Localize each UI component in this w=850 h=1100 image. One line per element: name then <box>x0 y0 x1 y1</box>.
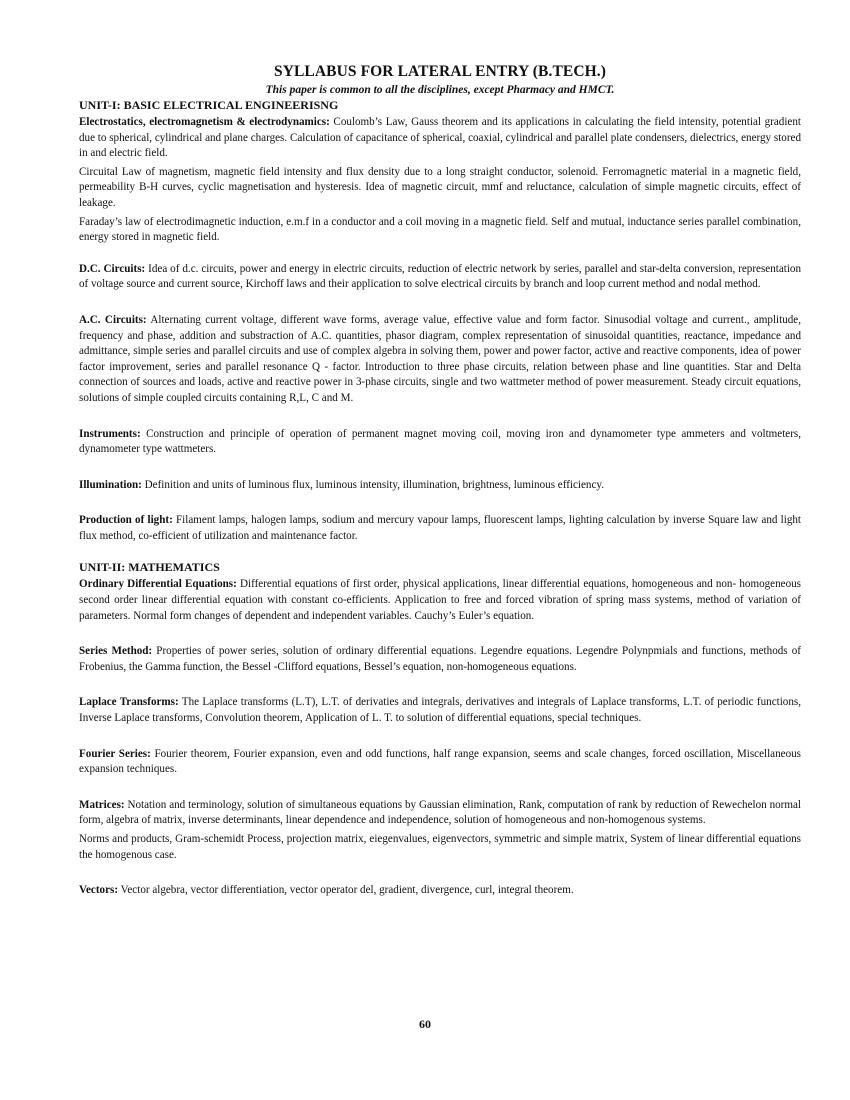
section-text: Faraday’s law of electrodimagnetic induction, e.m.f in a conductor and a coil moving in a magnetic field. Self and mutual, inductance series parallel combination, energy stored in magnetic field. <box>79 215 801 244</box>
vectors-paragraph <box>79 883 801 899</box>
section-text: The Laplace transforms (L.T), L.T. of derivaties and integrals, derivatives and integrals of Laplace transforms, L.T. of periodic functions, Inverse Laplace transforms, Convolution theorem, Application of L. T. to solution of differential equations, special techniques. <box>79 696 801 725</box>
section-text: Idea of d.c. circuits, power and energy in electric circuits, reduction of electric network by series, parallel and star-delta conversion, representation of voltage source and current source, Kirchoff laws and their application to solve electrical circuits by branch and loop current method and nodal method. <box>79 262 802 291</box>
series-method-paragraph <box>79 644 801 675</box>
section-term: Matrices: <box>79 798 125 811</box>
section-text: Differential equations of first order, physical applications, linear differential equations, homogeneous and non- homogeneous second order linear differential equation with constant co-efficients. Application to free and forced vibration of spring mass systems, method of variation of parameters. Normal form changes of dependent and independent variables. Cauchy’s Euler’s equation. <box>79 578 801 622</box>
section-term: Fourier Series: <box>79 747 151 760</box>
illumination-paragraph <box>79 478 801 494</box>
section-term: Illumination: <box>79 478 142 491</box>
faraday-paragraph <box>79 215 801 246</box>
section-text: Properties of power series, solution of ordinary differential equations. Legendre equations. Legendre Polynpmials and functions, methods of Frobenius, the Gamma function, the Bessel -Clifford equations, Bessel’s equation, non-homogeneous equations. <box>79 645 801 673</box>
section-term: A.C. Circuits: <box>79 313 147 326</box>
section-text: Construction and principle of operation of permanent magnet moving coil, moving iron and dynamometer type ammeters and voltmeters, dynamometer type wattmeters. <box>79 427 801 456</box>
unit-2-heading: UNIT-II: MATHEMATICS <box>79 560 220 575</box>
norms-paragraph <box>79 832 801 863</box>
section-text: Fourier theorem, Fourier expansion, even and odd functions, half range expansion, seems and scale changes, forced oscillation, Miscellaneous expansion techniques. <box>79 747 801 776</box>
ode-paragraph <box>79 577 801 624</box>
magnetism-paragraph <box>79 165 801 212</box>
section-term: Laplace Transforms: <box>79 696 179 709</box>
section-term: Production of light: <box>79 514 173 527</box>
section-text: Alternating current voltage, different wave forms, average value, effective value and form factor. Sinusodial voltage and current., amplitude, frequency and phase, addition and substraction of A.C. quantities, phasor diagram, complex representation of sinusoidal quantities, reactance, impedance and admittance, simple series and parallel circuits and use of complex algebra in solving them, power and power factor, active and reactive components, idea of power factor improvement, series and parallel resonance Q - factor. Introduction to three phase circuits, relation between phase and line quantities. Star and Delta connection of sources and loads, active and reactive power in 3-phase circuits, single and two wattmeter method of power measurement. Steady circuit equations, solutions of simple coupled circuits containing R,L, C and M. <box>79 313 802 404</box>
laplace-transforms-paragraph <box>79 695 801 726</box>
section-text: Definition and units of luminous flux, luminous intensity, illumination, brightness, luminous efficiency. <box>141 478 604 491</box>
section-text: Circuital Law of magnetism, magnetic field intensity and flux density due to a long straight conductor, solenoid. Ferromagnetic material in a magnetic field, permeability B-H curves, cyclic magnetisation and hysteresis. Idea of magnetic circuit, mmf and reluctance, calculation of simple magnetic circuits, effect of leakage. <box>79 165 801 209</box>
ac-circuits-paragraph <box>79 313 801 407</box>
section-term: Ordinary Differential Equations: <box>79 578 237 591</box>
section-text: Vector algebra, vector differentiation, vector operator del, gradient, divergence, curl, integral theorem. <box>118 884 574 897</box>
section-term: Series Method: <box>79 645 153 658</box>
section-term: Electrostatics, electromagnetism & electrodynamics: <box>79 116 330 128</box>
electrostatics-paragraph <box>79 115 801 162</box>
document-subtitle: This paper is common to all the disciplines, except Pharmacy and HMCT. <box>265 84 615 96</box>
page-number: 60 <box>419 1017 431 1031</box>
section-text: Notation and terminology, solution of simultaneous equations by Gaussian elimination, Rank, computation of rank by reduction of Rewechelon normal form, algebra of matrix, inverse determinants, linear dependence and independence, solution of homogeneous and non-homogenous systems. <box>79 798 801 827</box>
unit-1-heading: UNIT-I: BASIC ELECTRICAL ENGINEERISNG <box>79 98 339 112</box>
instruments-paragraph <box>79 427 801 458</box>
section-term: D.C. Circuits: <box>79 262 146 275</box>
fourier-series-paragraph <box>79 747 801 778</box>
section-text: Norms and products, Gram-schemidt Process, projection matrix, eiegenvalues, eigenvectors, symmetric and simple matrix, System of linear differential equations the homogenous case. <box>79 833 801 861</box>
production-of-light-paragraph <box>79 513 801 544</box>
section-term: Vectors: <box>79 884 119 897</box>
section-text: Coulomb’s Law, Gauss theorem and its applications in calculating the field intensity, potential gradient due to spherical, cylindrical and plane charges. Calculation of capacitance of spherical, coaxial, cylindrical and parallel plate condensers, dielectrics, energy stored in and electric field. <box>79 116 801 160</box>
dc-circuits-paragraph <box>79 262 801 293</box>
syllabus-page <box>79 63 801 899</box>
matrices-paragraph <box>79 798 801 829</box>
document-title: SYLLABUS FOR LATERAL ENTRY (B.TECH.) <box>273 63 607 80</box>
section-text: Filament lamps, halogen lamps, sodium and mercury vapour lamps, fluorescent lamps, lighting calculation by inverse Square law and light flux method, co-efficient of utilization and maintenance factor. <box>79 514 801 542</box>
section-term: Instruments: <box>79 427 141 440</box>
